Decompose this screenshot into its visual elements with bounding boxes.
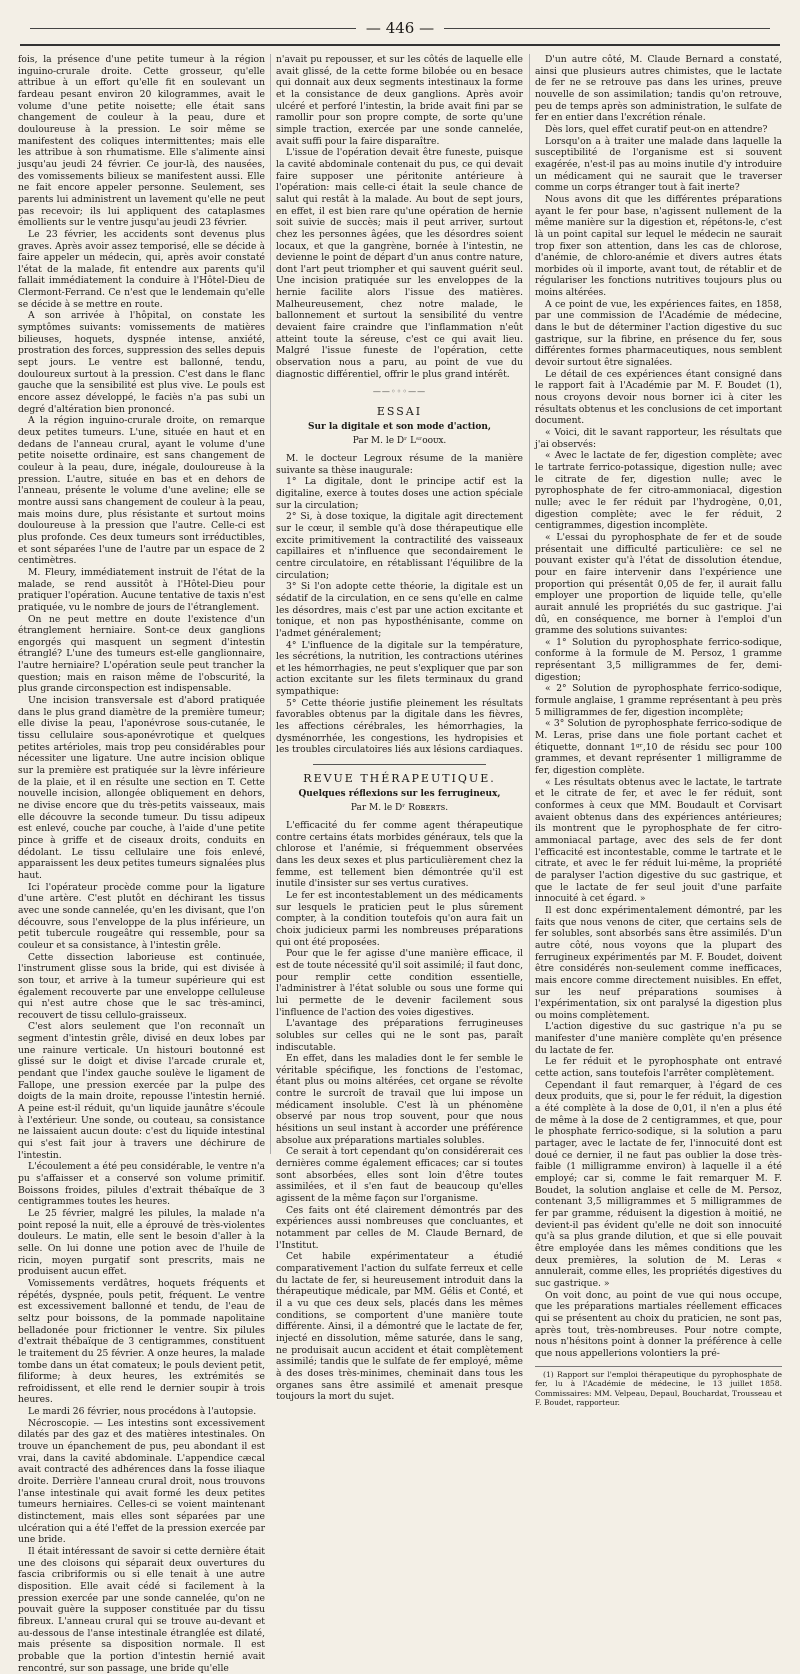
paragraph: En effet, dans les maladies dont le fer semble le véritable spécifique, les fonctions de l'estomac, étant plus ou moins altérées, cet organe se révolte contre le surcroît de travail que lui impose un médicament insoluble. C'est là un phénomène observé par nous trop souvent, pour que nous hésitions un seul instant à accorder une préférence absolue aux préparations martiales solubles.	[276, 1053, 523, 1146]
column-divider	[529, 54, 530, 1154]
paragraph: « 3° Solution de pyrophosphate ferrico-sodique de M. Leras, prise dans une fiole portant cachet et étiquette, donnant 1ᵍʳ,10 de résidu sec pour 100 grammes, et devant représenter 1 milligramme de fer, digestion complète.	[535, 718, 782, 777]
paragraph: On voit donc, au point de vue qui nous occupe, que les préparations martiales réellement efficaces qui se présentent au choix du praticien, ne sont pas, après tout, très-nombreuses. Pour notre compte, nous n'hésitons point à donner la préférence à celle que nous appellerions volontiers la pré-	[535, 1289, 782, 1359]
paragraph: Cet habile expérimentateur a étudié comparativement l'action du sulfate ferreux et celle du lactate de fer, si heureusement introduit dans la thérapeutique médicale, par MM. Gélis et Conté, et il a vu que ces deux sels, placés dans les mêmes conditions, se comportent d'une manière toute différente. Ainsi, il a démontré que le lactate de fer, injecté en dissolution, même saturée, dans le sang, ne produisait aucun accident et était complètement assimilé; tandis que le sulfate de fer employé, même à des doses très-minimes, cheminait dans tous les organes sans être assimilé et amenait presque toujours la mort du sujet.	[276, 1251, 523, 1403]
paragraph: Le 25 février, malgré les pilules, la malade n'a point reposé la nuit, elle a éprouvé de très-violentes douleurs. Le matin, elle sent le besoin d'aller à la selle. On lui donne une potion avec de l'huile de ricin, moyen purgatif sont prescrits, mais ne produisent aucun effet.	[18, 1207, 265, 1278]
paragraph: 1° La digitale, dont le principe actif est la digitaline, exerce à toutes doses une action spéciale sur la circulation;	[276, 476, 523, 511]
paragraph: Le mardi 26 février, nous procédons à l'autopsie.	[28, 1406, 257, 1418]
paragraph: « L'essai du pyrophosphate de fer et de soude présentait une difficulté particulière: ce sel ne pouvant exister qu'à l'état de dissolution étendue, pour en faire intervenir dans l'expérience une proportion qui présentât 0,05 de fer, il aurait fallu employer une proportion de liquide telle, qu'elle aurait annulé les propriétés du suc gastrique. J'ai dû, en conséquence, me borner à l'emploi d'un gramme des solutions suivantes:	[535, 531, 782, 637]
paragraph: Cependant il faut remarquer, à l'égard de ces deux produits, que si, pour le fer réduit, la digestion a été complète à la dose de 0,01, il n'en a plus été de même à la dose de 2 centigrammes, et que, pour le phosphate ferrico-sodique, si la solution a paru partager, avec le lactate de fer, l'innocuité dont est doué ce dernier, il ne faut pas oublier la dose très-faible (1 milligramme environ) à laquelle il a été employé; car si, comme le fait remarquer M. F. Boudet, la solution anglaise et celle de M. Persoz, contenant 3,5 milligrammes et 5 milligrammes de fer par gramme, réduisent la digestion à moitié, ne devient-il pas évident qu'elle ne doit son innocuité qu'à sa plus grande dilution, et que si elle pouvait être employée dans les mêmes conditions que les deux premières, la solution de M. Leras « annulerait, comme elles, les propriétés digestives du suc gastrique. »	[535, 1079, 782, 1289]
revue-title: REVUE THÉRAPEUTIQUE.	[303, 772, 496, 786]
essai-title: ESSAI	[376, 405, 423, 419]
paragraph: Cette dissection laborieuse est continuée, l'instrument glisse sous la bride, qui est divisée à son tour, et arrive à la tumeur supérieure qui est également recouverte par une enveloppe celluleuse qui n'est autre chose que le sac très-aminci, recouvert de tissu cellulo-graisseux.	[18, 951, 265, 1021]
section-ornament: ——◦◦◦——	[372, 387, 427, 397]
paragraph: Ces faits ont été clairement démontrés par des expériences aussi nombreuses que concluantes, et notamment par celles de M. Claude Bernard, de l'Institut.	[276, 1204, 523, 1251]
paragraph: A son arrivée à l'hôpital, on constate les symptômes suivants: vomissements de matières bilieuses, hoquets, dyspnée intense, anxiété, prostration des forces, suppression des selles depuis sept jours. Le ventre est ballonné, tendu, douloureux surtout à la pression. C'est dans le flanc gauche que la sensibilité est plus vive. Le pouls est encore assez développé, le faciès n'a pas subi un degré d'altération bien prononcé.	[18, 310, 265, 415]
paragraph: M. Fleury, immédiatement instruit de l'état de la malade, se rend aussitôt à l'Hôtel-Dieu pour pratiquer l'opération. Aucune tentative de taxis n'est pratiquée, vu le nombre de jours de l'étranglement.	[18, 566, 265, 613]
header-rule-left	[30, 28, 356, 29]
paragraph: Le fer réduit et le pyrophosphate ont entravé cette action, sans toutefois l'arrêter complètement.	[535, 1056, 782, 1080]
paragraph: A ce point de vue, les expériences faites, en 1858, par une commission de l'Académie de médecine, dans le but de déterminer l'action digestive du suc gastrique, sur la fibrine, en présence du fer, sous différentes formes pharmaceutiques, nous semblent devoir surtout être signalées.	[535, 298, 782, 369]
paragraph: D'un autre côté, M. Claude Bernard a constaté, ainsi que plusieurs autres chimistes, que le lactate de fer ne se retrouve pas dans les urines, preuve nouvelle de son assimilation; tandis qu'on retrouve, peu de temps après son administration, le sulfate de fer en entier dans l'excrétion rénale.	[535, 54, 782, 124]
paragraph: Dès lors, quel effet curatif peut-on en attendre?	[545, 123, 768, 135]
paragraph: fois, la présence d'une petite tumeur à la région inguino-crurale droite. Cette grosseur, qu'elle attribue à un effort qu'elle fit en soulevant un fardeau pesant environ 20 kilogrammes, avait le volume d'une petite noisette; elle était sans changement de couleur à la peau, dure et douloureuse à la pression. Le soir même se manifestent des coliques intermittentes; mais elle les attribue à son rhumatisme. Elle s'alimente ainsi jusqu'au jeudi 24 février. Ce jour-là, des nausées, des vomissements bilieux se manifestent aussi. Elle ne fait encore appeler personne. Seulement, ses parents lui administrent un lavement qu'elle ne peut pas recevoir; ils lui appliquent des cataplasmes émollients sur le ventre jusqu'au jeudi 23 février.	[18, 54, 265, 229]
essai-subtitle: Sur la digitale et son mode d'action,	[307, 421, 492, 432]
header-divider	[20, 44, 780, 46]
footnote: (1) Rapport sur l'emploi thérapeutique du pyrophosphate de fer, lu à l'Académie de médecine, le 13 juillet 1858. Commissaires: MM. Velpeau, Depaul, Bouchardat, Trousseau et F. Boudet, rapporteur.	[535, 1366, 782, 1408]
revue-subtitle: Quelques réflexions sur les ferrugineux,	[298, 788, 501, 799]
essai-author: Par M. le Dʳ Lˢʳᴏᴏᴜx.	[352, 436, 447, 447]
paragraph: Le 23 février, les accidents sont devenus plus graves. Après avoir assez temporisé, elle se décide à faire appeler un médecin, qui, après avoir constaté l'état de la malade, fit entendre aux parents qu'il fallait immédiatement la conduire à l'Hôtel-Dieu de Clermont-Ferrand. Ce n'est que le lendemain qu'elle se décide à se mettre en route.	[18, 228, 265, 310]
paragraph: n'avait pu repousser, et sur les côtés de laquelle elle avait glissé, de la cette forme bilobée ou en besace qui donnait aux deux segments intestinaux la forme et la consistance de deux ganglions. Après avoir ulcéré et perforé l'intestin, la bride avait fini par se ramollir pour son propre compte, de sorte qu'une simple traction, exercée par une sonde cannelée, avait suffi pour la faire disparaître.	[276, 54, 523, 147]
column-divider	[270, 54, 271, 1154]
paragraph: « 1° Solution du pyrophosphate ferrico-sodique, conforme à la formule de M. Persoz, 1 gramme représentant 3,5 milligrammes de fer, demi-digestion;	[535, 636, 782, 683]
revue-author: Par M. le Dʳ Rᴏʙᴇʀᴛs.	[350, 803, 449, 814]
paragraph: Nécroscopie. — Les intestins sont excessivement dilatés par des gaz et des matières intestinales. On trouve un épanchement de pus, peu abondant il est vrai, dans la cavité abdominale. L'appendice cæcal avait contracté des adhérences dans la fosse iliaque droite. Derrière l'anneau crural droit, nous trouvons l'anse intestinale qui avait formé les deux petites tumeurs herniaires. Celles-ci se voient maintenant distinctement, mais elles sont séparées par une ulcération qui a été l'effet de la pression exercée par une bride.	[18, 1417, 265, 1546]
paragraph: « Les résultats obtenus avec le lactate, le tartrate et le citrate de fer, et avec le fer réduit, sont conformes à ceux que MM. Boudault et Corvisart avaient obtenus dans des expériences antérieures; ils montrent que le pyrophosphate de fer citro-ammoniacal partage, avec des sels de fer dont l'efficacité est incontestable, comme le tartrate et le citrate, et avec le fer réduit lui-même, la propriété de paralyser l'action digestive du suc gastrique, et que le lactate de fer seul jouit d'une parfaite innocuité à cet égard. »	[535, 776, 782, 905]
paragraph: L'avantage des préparations ferrugineuses solubles sur celles qui ne le sont pas, paraît indiscutable.	[276, 1018, 523, 1053]
paragraph: Ce serait à tort cependant qu'on considérerait ces dernières comme également efficaces; car si toutes sont absorbées, elles sont loin d'être toutes assimilées, et il s'en faut de beaucoup qu'elles agissent de la même façon sur l'organisme.	[276, 1146, 523, 1205]
paragraph: Le détail de ces expériences étant consigné dans le rapport fait à l'Académie par M. F. Boudet (1), nous croyons devoir nous borner ici à citer les résultats obtenus et les conclusions de cet important document.	[535, 368, 782, 427]
column-1	[18, 54, 265, 1674]
paragraph: Ici l'opérateur procède comme pour la ligature d'une artère. C'est plutôt en déchirant les tissus avec une sonde cannelée, qu'en les divisant, que l'on découvre, sous l'enveloppe de la plus inférieure, un petit tubercule rougeâtre qui ressemble, pour sa couleur et sa consistance, à l'intestin grêle.	[18, 881, 265, 951]
section-rule	[313, 764, 486, 765]
paragraph: Nous avons dit que les différentes préparations ayant le fer pour base, n'agissent nullement de la même manière sur la digestion et, répétons-le, c'est là un point capital sur lequel le médecin ne saurait trop fixer son attention, dans les cas de chlorose, d'anémie, de chloro-anémie et divers autres états morbides où il importe, avant tout, de rétablir et de régulariser les fonctions nutritives toujours plus ou moins altérées.	[535, 193, 782, 299]
paragraph: 5° Cette théorie justifie pleinement les résultats favorables obtenus par la digitale dans les fièvres, les affections cérébrales, les hémorrhagies, la dysménorrhée, les congestions, les hydropisies et les troubles circulatoires liés aux lésions cardiaques.	[276, 697, 523, 756]
paragraph: Une incision transversale est d'abord pratiquée dans le plus grand diamètre de la première tumeur; elle divise la peau, l'aponévrose sous-cutanée, le tissu cellulaire sous-aponévrotique et quelques petites artérioles, mais trop peu considérables pour nécessiter une ligature. Une autre incision oblique sur la première est pratiquée sur la lèvre inférieure de la plaie, et il en résulte une section en T. Cette nouvelle incision, allongée obliquement en dehors, ne divise encore que du très-petits vaisseaux, mais elle découvre la seconde tumeur. Du tissu adipeux est enlevé, couche par couche, à l'aide d'une petite pince à griffe et de ciseaux droits, conduits en dédolant. Le tissu cellulaire une fois enlevé, apparaissent les deux petites tumeurs signalées plus haut.	[18, 695, 265, 881]
paragraph: L'efficacité du fer comme agent thérapeutique contre certains états morbides généraux, tels que la chlorose et l'anémie, si fréquemment observées dans les deux sexes et plus particulièrement chez la femme, est tellement bien démontrée qu'il est inutile d'insister sur ses vertus curatives.	[276, 820, 523, 890]
paragraph: Il était intéressant de savoir si cette dernière était une des cloisons qui séparait deux ouvertures du fascia cribriformis ou si elle tenait à une autre disposition. Elle avait cédé si facilement à la pression exercée par une sonde cannelée, qu'on ne pouvait guère la supposer constituée par du tissu fibreux. L'anneau crural qui se trouve au-devant et au-dessous de l'anse intestinale étranglée est dilaté, mais présente sa disposition normale. Il est probable que la portion d'intestin hernié avait rencontré, sur son passage, une bride qu'elle	[18, 1546, 265, 1674]
column-3	[535, 54, 782, 1408]
paragraph: L'écoulement a été peu considérable, le ventre n'a pu s'affaisser et a conservé son volume primitif. Boissons froides, pilules d'extrait thébaïque de 3 centigrammes toutes les heures.	[18, 1161, 265, 1208]
paragraph: Pour que le fer agisse d'une manière efficace, il est de toute nécessité qu'il soit assimilé; il faut donc, pour remplir cette condition essentielle, l'administrer à l'état soluble ou sous une forme qui lui permette de le devenir facilement sous l'influence de l'action des voies digestives.	[276, 948, 523, 1018]
paragraph: Vomissements verdâtres, hoquets fréquents et répétés, dyspnée, pouls petit, fréquent. Le ventre est excessivement ballonné et tendu, de l'eau de seltz pour boissons, de la pommade napolitaine belladonée pour frictionner le ventre. Six pilules d'extrait thébaïque de 3 centigrammes, constituent le traitement du 25 février. A onze heures, la malade tombe dans un état comateux; le pouls devient petit, filiforme; à deux heures, les extrémités se refroidissent, et elle rend le dernier soupir à trois heures.	[18, 1277, 265, 1406]
paragraph: L'issue de l'opération devait être funeste, puisque la cavité abdominale contenait du pus, ce qui devait faire supposer une péritonite antérieure à l'opération: mais celle-ci était la seule chance de salut qui restât à la malade. Au bout de sept jours, en effet, il est bien rare qu'une opération de hernie soit suivie de succès; mais il peut arriver, surtout chez les personnes âgées, que les désordres soient locaux, et que la gangrène, bornée à l'intestin, ne devienne le point de départ d'un anus contre nature, dont l'art peut triompher et qui sauvent guérit seul. Une incision pratiquée sur les enveloppes de la hernie facilite alors l'issue des matières. Malheureusement, chez notre malade, le ballonnement et surtout la sensibilité du ventre devaient faire craindre que l'inflammation n'eût atteint toute la séreuse, c'est ce qui avait lieu. Malgré l'issue funeste de l'opération, cette observation nous a paru, au point de vue du diagnostic différentiel, offrir le plus grand intérêt.	[276, 147, 523, 380]
page-header	[20, 14, 780, 42]
paragraph: A la région inguino-crurale droite, on remarque deux petites tumeurs. L'une, située en haut et en dedans de l'anneau crural, ayant le volume d'une petite noisette ordinaire, est sans changement de couleur à la peau, dure, inégale, douloureuse à la pression. L'autre, située en bas et en dehors de l'anneau, présente le volume d'une aveline; elle se montre aussi sans changement de couleur à la peau, mais moins dure, plus résistante et surtout moins douloureuse à la pression que l'autre. Celle-ci est plus profonde. Ces deux tumeurs sont irréductibles, et sont séparées l'une de l'autre par un espace de 2 centimètres.	[18, 415, 265, 567]
paragraph: « Voici, dit le savant rapporteur, les résultats que j'ai observés:	[535, 427, 782, 450]
paragraph: 2° Si, à dose toxique, la digitale agit directement sur le cœur, il semble qu'à dose thérapeutique elle excite primitivement la contractilité des vaisseaux capillaires et n'influence que secondairement le centre circulatoire, en rétablissant l'équilibre de la circulation;	[276, 511, 523, 581]
paragraph: C'est alors seulement que l'on reconnaît un segment d'intestin grêle, divisé en deux lobes par une rainure verticale. Un histouri boutonné est glissé sur le doigt et divise l'arcade crurale et, pendant que l'index gauche soulève le ligament de Fallope, une pression exercée par la pulpe des doigts de la main droite, repousse l'intestin hernié. A peine est-il réduit, qu'un liquide jaunâtre s'écoule à l'extérieur. Une sonde, ou couteau, sa consistance ne laissaient aucun doute: c'est du liquide intestinal qui s'est fait jour à travers une déchirure de l'intestin.	[18, 1021, 265, 1161]
paragraph: On ne peut mettre en doute l'existence d'un étranglement herniaire. Sont-ce deux ganglions engorgés qui masquent un segment d'intestin étranglé? L'une des tumeurs est-elle ganglionnaire, l'autre herniaire? L'opération seule peut trancher la question; mais en raison même de l'obscurité, la plus grande circonspection est indispensable.	[18, 613, 265, 695]
paragraph: 4° L'influence de la digitale sur la température, les sécrétions, la nutrition, les contractions utérines et les hémorrhagies, ne peut s'expliquer que par son action excitante sur les filets terminaux du grand sympathique:	[276, 639, 523, 698]
column-2	[276, 54, 523, 1403]
paragraph: 3° Si l'on adopte cette théorie, la digitale est un sédatif de la circulation, en ce sens qu'elle en calme les désordres, mais c'est par une action excitante et tonique, et non pas hyposthénisante, comme on l'admet généralement;	[276, 581, 523, 639]
paragraph: M. le docteur Legroux résume de la manière suivante sa thèse inaugurale:	[276, 453, 523, 476]
paragraph: « Avec le lactate de fer, digestion complète; avec le tartrate ferrico-potassique, digestion nulle; avec le citrate de fer, digestion nulle; avec le pyrophosphate de fer citro-ammoniacal, digestion nulle; avec le fer réduit par l'hydrogène, 0,01, digestion complète; avec le fer réduit, 2 centigrammes, digestion incomplète.	[535, 450, 782, 532]
header-rule-right	[444, 28, 770, 29]
paragraph: Lorsqu'on a à traiter une malade dans laquelle la susceptibilité de l'organisme est si souvent exagérée, n'est-il pas au moins inutile d'y introduire un médicament qui ne saurait que le traverser comme un corps étranger tout à fait inerte?	[535, 135, 782, 194]
paragraph: Il est donc expérimentalement démontré, par les faits que nous venons de citer, que certains sels de fer solubles, sont absorbés sans être assimilés. D'un autre côté, nous voyons que la plupart des ferrugineux expérimentés par M. F. Boudet, doivent être considérés non-seulement comme inefficaces, mais encore comme directement nuisibles. En effet, sur les neuf préparations soumises à l'expérimentation, six ont paralysé la digestion plus ou moins complètement.	[535, 904, 782, 1021]
paragraph: « 2° Solution de pyrophosphate ferrico-sodique, formule anglaise, 1 gramme représentant à peu près 5 milligrammes de fer, digestion incomplète;	[535, 683, 782, 718]
paragraph: Le fer est incontestablement un des médicaments sur lesquels le praticien peut le plus sûrement compter, à la condition toutefois qu'on aura fait un choix judicieux parmi les nombreuses préparations qui ont été proposées.	[276, 889, 523, 948]
paragraph: L'action digestive du suc gastrique n'a pu se manifester d'une manière complète qu'en présence du lactate de fer.	[535, 1021, 782, 1056]
page-number: — 446 —	[365, 19, 435, 37]
